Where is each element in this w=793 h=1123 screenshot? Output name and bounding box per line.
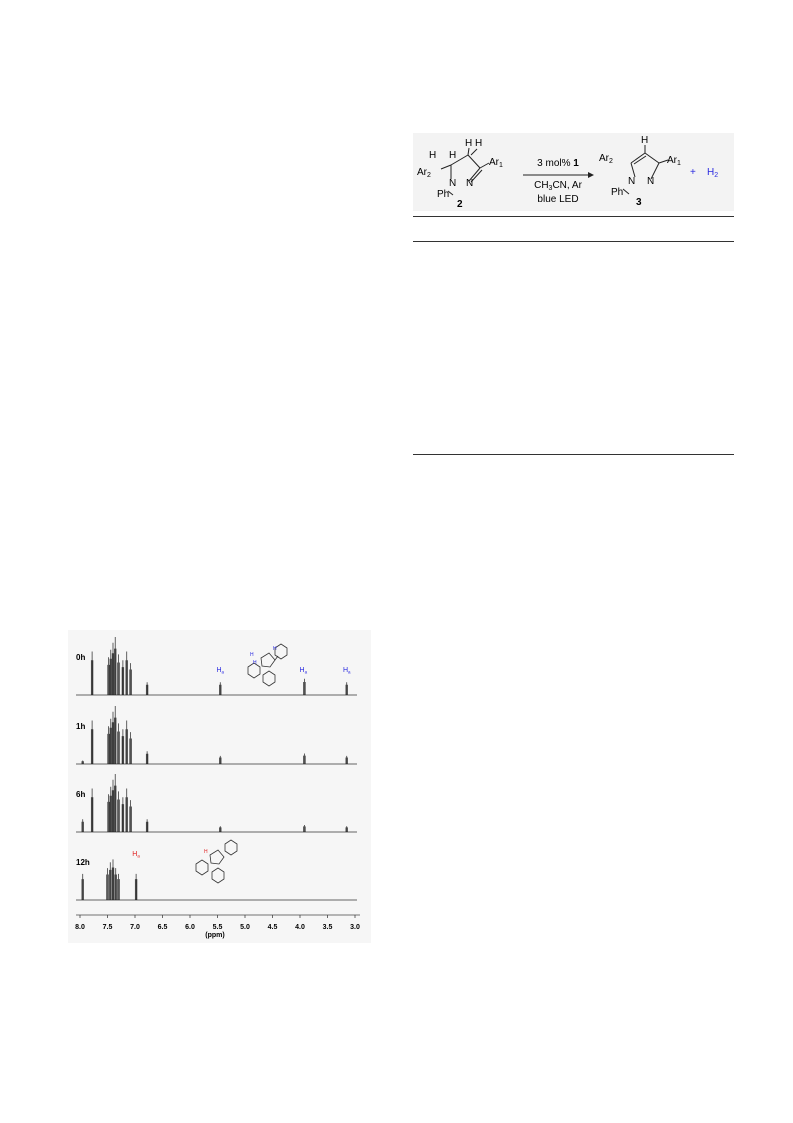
- inset-proton-label: H: [273, 646, 277, 652]
- proton-assignment-label: $H_a$: [299, 667, 308, 675]
- h-atom: H: [465, 138, 473, 149]
- h-atom: H: [641, 135, 649, 146]
- reaction-scheme: [413, 133, 734, 211]
- table-top-rule: [413, 216, 734, 217]
- x-axis-tick-label: 5.5: [212, 924, 223, 931]
- x-axis-tick-label: 3.0: [350, 924, 360, 931]
- n-atom: N: [647, 176, 655, 187]
- ar1-label: $Ar_1$: [667, 155, 681, 167]
- ph-label: Ph: [437, 189, 450, 200]
- x-axis-tick-label: 4.5: [267, 924, 278, 931]
- inset-proton-label: H: [250, 652, 254, 658]
- n-atom: N: [449, 178, 457, 189]
- x-axis-tick-label: 7.0: [130, 924, 140, 931]
- nmr-spectra-figure: [68, 630, 371, 943]
- trace-time-label: 6h: [76, 790, 86, 799]
- plus-sign: +: [690, 167, 696, 178]
- proton-assignment-label: $H_a$: [132, 851, 140, 859]
- n-atom: N: [466, 178, 474, 189]
- nmr-spectra-plot: [68, 630, 371, 943]
- inset-proton-label: H: [253, 660, 257, 666]
- trace-time-label: 1h: [76, 722, 86, 731]
- pyrazole-inset-structure: [196, 840, 237, 883]
- h-atom: H: [429, 150, 437, 161]
- x-axis-tick-label: 8.0: [75, 924, 85, 931]
- x-axis-tick-label: 6.5: [157, 924, 168, 931]
- proton-assignment-label: $H_a$: [216, 667, 225, 675]
- x-axis-tick-label: 6.0: [185, 924, 195, 931]
- proton-assignment-label: $H_a$: [342, 667, 351, 675]
- ph-label: Ph: [611, 187, 624, 198]
- trace-time-label: 12h: [76, 858, 90, 867]
- x-axis-tick-label: 7.5: [102, 924, 113, 931]
- n-atom: N: [628, 176, 636, 187]
- reagent-solvent: $CH_3CN$, Ar: [534, 180, 582, 192]
- reagent-catalyst: 3 mol% 1: [537, 158, 579, 169]
- ar2-label: $Ar_2$: [417, 167, 431, 179]
- ar2-label: $Ar_2$: [599, 153, 613, 165]
- x-axis-title: (ppm): [205, 932, 225, 939]
- h-atom: H: [475, 138, 483, 149]
- compound-label-3: 3: [636, 197, 642, 208]
- reagent-light: blue LED: [537, 194, 579, 205]
- table-header-rule: [413, 241, 734, 242]
- table-bottom-rule: [413, 454, 734, 455]
- h-atom: H: [449, 150, 457, 161]
- x-axis-tick-label: 3.5: [322, 924, 333, 931]
- x-axis-tick-label: 4.0: [295, 924, 305, 931]
- compound-label-2: 2: [457, 199, 463, 210]
- hydrogen-product: $H_2$: [707, 167, 719, 179]
- inset-proton-label: H: [204, 849, 208, 855]
- reaction-scheme-drawing: [413, 133, 734, 211]
- ar1-label: $Ar_1$: [489, 157, 503, 169]
- trace-time-label: 0h: [76, 653, 86, 662]
- arrowhead: [588, 172, 594, 178]
- x-axis-tick-label: 5.0: [240, 924, 250, 931]
